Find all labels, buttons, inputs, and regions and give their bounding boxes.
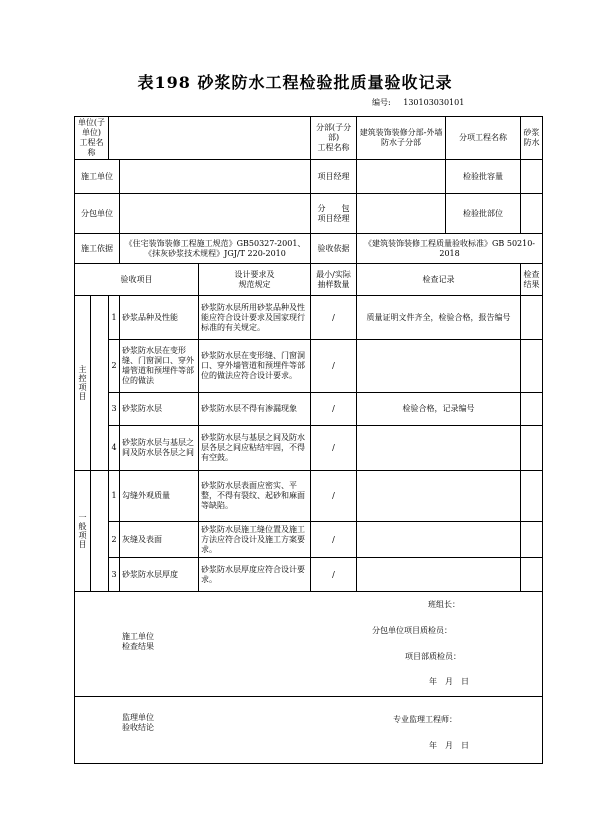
item-design: 砂浆防水层施工缝位置及施工方法应符合设计及施工方案要求。: [199, 522, 311, 558]
supervision-label: 监理单位 验收结论: [122, 713, 154, 732]
item-name: 勾缝外观质量: [120, 471, 199, 522]
item-name-label: 分项工程名称: [446, 117, 521, 160]
item-record[interactable]: 质量证明文件齐全，检验合格，报告编号: [357, 296, 521, 340]
item-result[interactable]: [521, 522, 543, 558]
item-design: 砂浆防水层与基层之间及防水层各层之间应粘结牢固，不得有空鼓。: [199, 426, 311, 471]
item-sample[interactable]: /: [311, 522, 357, 558]
batch-capacity-value[interactable]: [521, 160, 543, 194]
header-row-2: [75, 160, 543, 194]
main-group-spacer: [91, 296, 109, 471]
item-sample[interactable]: /: [311, 426, 357, 471]
col-result-header: 检查 结果: [521, 264, 543, 296]
subdivision-label: 分部(子分部) 工程名称: [311, 117, 357, 160]
item-design: 砂浆防水层所用砂浆品种及性能应符合设计要求及国家现行标准的有关规定。: [199, 296, 311, 340]
item-no: 3: [109, 558, 120, 592]
item-result[interactable]: [521, 471, 543, 522]
item-name: 灰缝及表面: [120, 522, 199, 558]
team-leader-label: 班组长：: [428, 600, 460, 609]
item-sample[interactable]: /: [311, 340, 357, 393]
unit-name-value[interactable]: [109, 117, 311, 160]
item-result[interactable]: [521, 296, 543, 340]
subcontract-unit-value[interactable]: [120, 194, 311, 234]
item-record[interactable]: [357, 426, 521, 471]
header-row-3: [75, 194, 543, 234]
code-label: 编号:: [372, 98, 391, 107]
item-name: 砂浆防水层: [120, 393, 199, 426]
construct-check-cell[interactable]: [75, 592, 543, 697]
batch-capacity-label: 检验批容量: [446, 160, 521, 194]
supervision-date: 年 月 日: [429, 741, 469, 750]
item-name: 砂浆防水层厚度: [120, 558, 199, 592]
basis-label: 施工依据: [75, 234, 120, 264]
item-result[interactable]: [521, 426, 543, 471]
subcontract-unit-label: 分包单位: [75, 194, 120, 234]
subdivision-value[interactable]: 建筑装饰装修分部-外墙防水子分部: [357, 117, 446, 160]
item-name: 砂浆防水层在变形缝、门窗洞口、穿外墙管道和预埋件等部位的做法: [120, 340, 199, 393]
code-value: 130103030101: [403, 98, 465, 107]
document-code: [372, 97, 474, 108]
general-item-row: [75, 558, 543, 592]
construct-unit-label: 施工单位: [75, 160, 120, 194]
item-result[interactable]: [521, 340, 543, 393]
item-name: 砂浆品种及性能: [120, 296, 199, 340]
item-record[interactable]: [357, 471, 521, 522]
item-record[interactable]: [357, 558, 521, 592]
item-no: 1: [109, 471, 120, 522]
acceptance-basis-value[interactable]: 《建筑装饰装修工程质量验收标准》GB 50210-2018: [357, 234, 543, 264]
main-item-row: [75, 296, 543, 340]
item-design: 砂浆防水层不得有渗漏现象: [199, 393, 311, 426]
general-group-spacer: [91, 471, 109, 592]
project-inspector-label: 项目部质检员：: [405, 652, 461, 661]
col-record-header: 检查记录: [357, 264, 521, 296]
item-no: 2: [109, 340, 120, 393]
item-design: 砂浆防水层厚度应符合设计要求。: [199, 558, 311, 592]
item-sample[interactable]: /: [311, 296, 357, 340]
supervision-engineer-label: 专业监理工程师：: [393, 715, 457, 724]
item-no: 3: [109, 393, 120, 426]
item-result[interactable]: [521, 558, 543, 592]
main-item-row: [75, 340, 543, 393]
inspection-form-table: [74, 116, 543, 764]
item-name-value[interactable]: 砂浆防水: [521, 117, 543, 160]
col-sample-header: 最小/实际 抽样数量: [311, 264, 357, 296]
general-item-row: [75, 471, 543, 522]
project-manager-label: 项目经理: [311, 160, 357, 194]
item-sample[interactable]: /: [311, 471, 357, 522]
construct-check-label: 施工单位 检查结果: [122, 632, 154, 651]
basis-value[interactable]: 《住宅装饰装修工程施工规范》GB50327-2001、《抹灰砂浆技术规程》JGJ/T 220-2010: [120, 234, 311, 264]
supervision-row: [75, 697, 543, 764]
page-title: 表198 砂浆防水工程检验批质量验收记录: [137, 73, 453, 92]
item-design: 砂浆防水层表面应密实、平整，不得有裂纹、起砂和麻面等缺陷。: [199, 471, 311, 522]
construct-date: 年 月 日: [429, 677, 469, 686]
item-name: 砂浆防水层与基层之间及防水层各层之间: [120, 426, 199, 471]
main-group-label: 主控项目: [75, 296, 91, 471]
sub-pm-value[interactable]: [357, 194, 446, 234]
project-manager-value[interactable]: [357, 160, 446, 194]
acceptance-basis-label: 验收依据: [311, 234, 357, 264]
col-item-header: 验收项目: [75, 264, 199, 296]
unit-name-label: 单位(子单位) 工程名称: [75, 117, 109, 160]
item-sample[interactable]: /: [311, 558, 357, 592]
construct-check-row: [75, 592, 543, 697]
column-header-row: [75, 264, 543, 296]
col-design-header: 设计要求及 规范规定: [199, 264, 311, 296]
item-record[interactable]: 检验合格，记录编号: [357, 393, 521, 426]
sub-inspector-label: 分包单位项目质检员：: [372, 626, 452, 635]
construct-unit-value[interactable]: [120, 160, 311, 194]
item-result[interactable]: [521, 393, 543, 426]
supervision-cell[interactable]: [75, 697, 543, 764]
header-row-1: [75, 117, 543, 160]
item-record[interactable]: [357, 340, 521, 393]
sub-pm-label: 分 包 项目经理: [311, 194, 357, 234]
item-no: 4: [109, 426, 120, 471]
general-item-row: [75, 522, 543, 558]
main-item-row: [75, 426, 543, 471]
item-record[interactable]: [357, 522, 521, 558]
item-no: 1: [109, 296, 120, 340]
main-item-row: [75, 393, 543, 426]
header-row-4: [75, 234, 543, 264]
general-group-label: 一般项目: [75, 471, 91, 592]
batch-part-value[interactable]: [521, 194, 543, 234]
item-sample[interactable]: /: [311, 393, 357, 426]
item-no: 2: [109, 522, 120, 558]
batch-part-label: 检验批部位: [446, 194, 521, 234]
item-design: 砂浆防水层在变形缝、门窗洞口、穿外墙管道和预埋件等部位的做法应符合设计要求。: [199, 340, 311, 393]
